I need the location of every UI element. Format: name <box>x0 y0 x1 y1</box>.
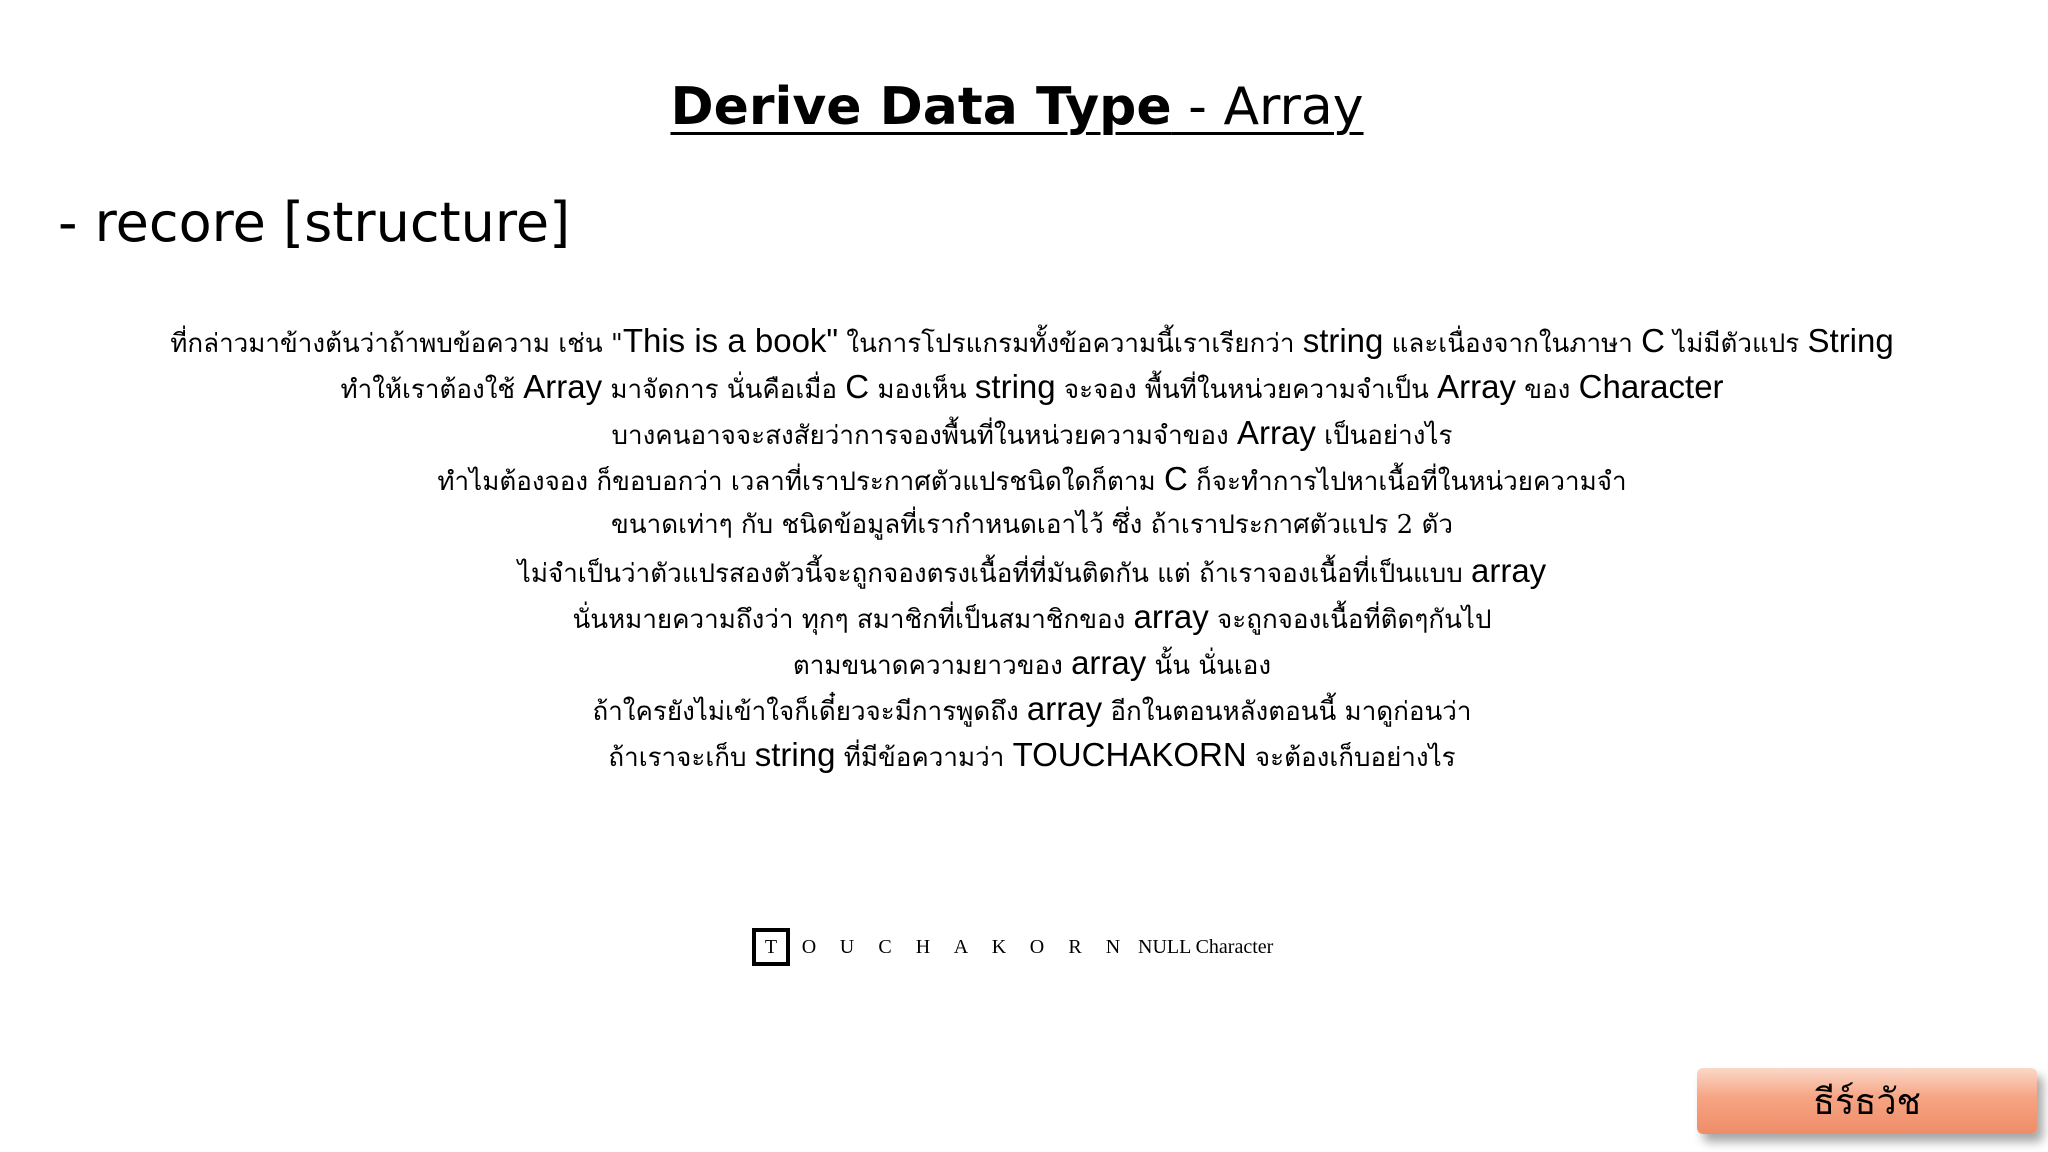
body-thai-text: มองเห็น <box>869 375 975 405</box>
slide-title-suffix: - Array <box>1171 77 1364 137</box>
array-cell: C <box>878 935 892 958</box>
body-english-term: string <box>974 368 1056 405</box>
slide-subtitle: - recore [structure] <box>58 191 571 254</box>
body-thai-text: ในการโปรแกรมทั้งข้อความนี้เราเรียกว่า <box>838 329 1303 359</box>
body-line <box>0 318 2048 364</box>
body-line <box>0 732 2048 778</box>
body-english-term: array <box>1026 690 1103 727</box>
array-cell: A <box>953 935 969 958</box>
body-english-term: array <box>1133 598 1209 635</box>
body-thai-text: ที่กล่าวมาข้างต้นว่าถ้าพบข้อความ เช่น " <box>170 329 623 359</box>
body-thai-text: ที่มีข้อความว่า <box>835 743 1013 773</box>
array-cell: O <box>801 935 817 958</box>
body-english-term: Array <box>1437 368 1517 405</box>
array-cell: R <box>1068 935 1082 958</box>
body-line <box>0 364 2048 410</box>
body-thai-text: ตามขนาดความยาวของ <box>792 651 1072 681</box>
body-english-term: array <box>1471 552 1547 589</box>
array-cell: O <box>1029 935 1045 958</box>
body-english-term: String <box>1807 322 1894 359</box>
array-diagram <box>752 925 1273 969</box>
body-english-term: string <box>754 736 836 773</box>
body-line <box>0 640 2048 686</box>
body-thai-text: มาจัดการ นั่นคือเมื่อ <box>602 375 846 405</box>
body-english-term: Array <box>523 368 603 405</box>
body-line <box>0 686 2048 732</box>
body-line <box>0 594 2048 640</box>
body-thai-text: ไม่จำเป็นว่าตัวแปรสองตัวนี้จะถูกจองตรงเนื้อที่ที่มันติดกัน แต่ ถ้าเราจองเนื้อที่เป็นแบบ <box>517 559 1471 589</box>
array-cell: K <box>991 935 1007 958</box>
null-character-label: NULL Character <box>1138 935 1274 958</box>
slide-title <box>0 72 2034 142</box>
array-cell: U <box>839 935 855 958</box>
body-thai-text: เป็นอย่างไร <box>1315 421 1453 451</box>
array-cell: N <box>1105 935 1121 958</box>
body-thai-text: จะต้องเก็บอย่างไร <box>1246 743 1456 773</box>
body-thai-text: ของ <box>1516 375 1579 405</box>
array-cell: H <box>915 935 931 958</box>
body-english-term: C <box>1163 460 1188 497</box>
body-thai-text: บางคนอาจจะสงสัยว่าการจองพื้นที่ในหน่วยความจำของ <box>611 421 1238 451</box>
body-thai-text: ไม่มีตัวแปร <box>1664 329 1808 359</box>
body-line <box>0 502 2048 548</box>
body-line <box>0 410 2048 456</box>
body-english-term: C <box>1641 322 1665 359</box>
body-english-term: C <box>845 368 870 405</box>
author-name-tag: ธีร์ธวัช <box>1697 1068 2037 1134</box>
body-thai-text: ถ้าใครยังไม่เข้าใจก็เดี๋ยวจะมีการพูดถึง <box>592 697 1027 727</box>
body-english-term: This is a book" <box>622 322 839 359</box>
body-thai-text: และเนื่องจากในภาษา <box>1383 329 1642 359</box>
body-thai-text: นั่นหมายความถึงว่า ทุกๆ สมาชิกที่เป็นสมาชิกของ <box>572 605 1134 635</box>
body-english-term: array <box>1071 644 1147 681</box>
body-thai-text: ขนาดเท่าๆ กับ ชนิดข้อมูลที่เรากำหนดเอาไว้ ซึ่ง ถ้าเราประกาศตัวแปร 2 ตัว <box>611 510 1453 540</box>
body-english-term: Character <box>1578 368 1724 405</box>
body-paragraph <box>0 318 2048 778</box>
body-thai-text: ก็จะทำการไปหาเนื้อที่ในหน่วยความจำ <box>1187 467 1627 497</box>
body-english-term: TOUCHAKORN <box>1012 736 1247 773</box>
body-thai-text: จะถูกจองเนื้อที่ติดๆกันไป <box>1208 605 1492 635</box>
array-cell: T <box>752 928 790 966</box>
body-line <box>0 456 2048 502</box>
body-english-term: string <box>1302 322 1384 359</box>
body-thai-text: นั้น นั่นเอง <box>1146 651 1272 681</box>
body-thai-text: อีกในตอนหลังตอนนี้ มาดูก่อนว่า <box>1102 697 1472 727</box>
body-english-term: Array <box>1237 414 1316 451</box>
slide-title-main: Derive Data Type <box>670 77 1172 137</box>
body-thai-text: ทำไมต้องจอง ก็ขอบอกว่า เวลาที่เราประกาศตัวแปรชนิดใดก็ตาม <box>437 467 1164 497</box>
body-line <box>0 548 2048 594</box>
body-thai-text: ทำให้เราต้องใช้ <box>340 375 524 405</box>
body-thai-text: จะจอง พื้นที่ในหน่วยความจำเป็น <box>1055 375 1438 405</box>
body-thai-text: ถ้าเราจะเก็บ <box>608 743 755 773</box>
